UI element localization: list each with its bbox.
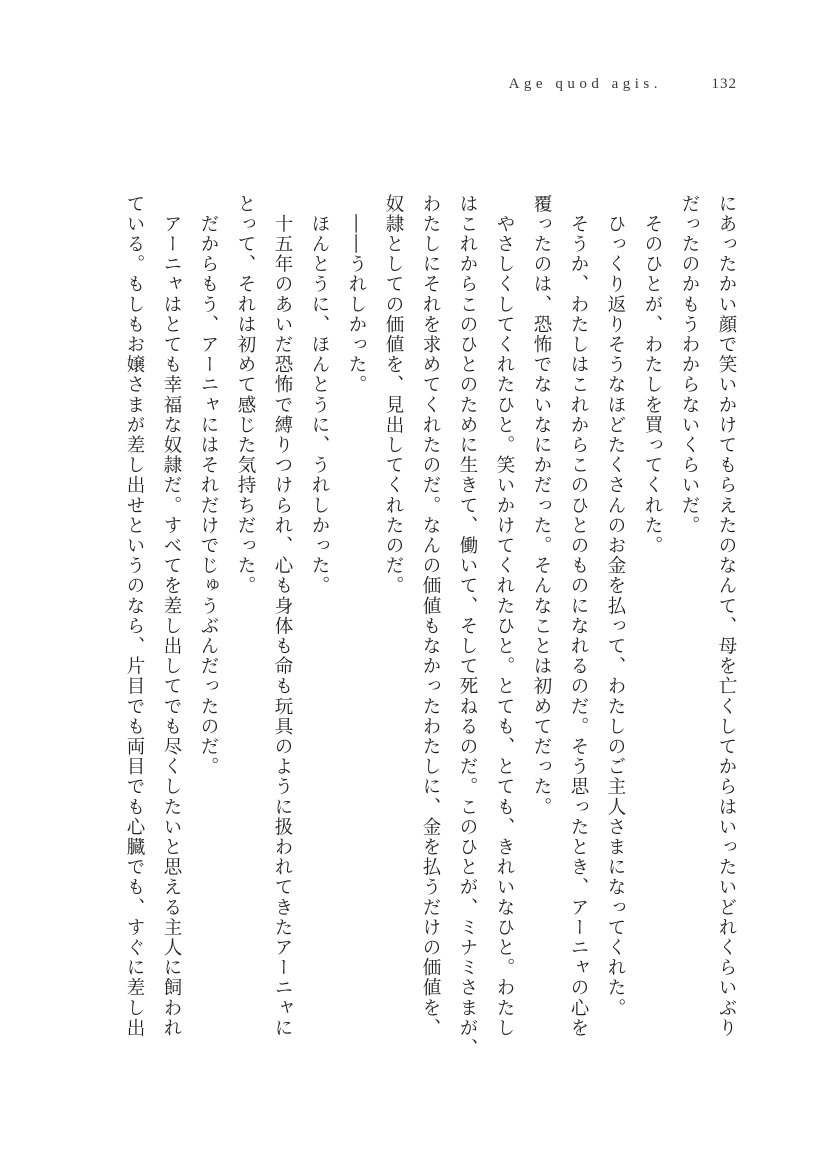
text-line: ひっくり返りそうなほどたくさんのお金を払って、わたしのご主人さまになってくれた。 <box>605 194 626 1019</box>
text-line: やさしくしてくれたひと。笑いかけてくれたひと。とても、とても、きれいなひと。わたし <box>494 194 515 1039</box>
text-line: にあったかい顔で笑いかけてもらえたのなんて、母を亡くしてからはいったいどれくらいぶり <box>716 194 737 1039</box>
page-number: 132 <box>711 76 737 92</box>
text-line: だったのかもうわからないくらいだ。 <box>679 194 700 536</box>
text-line: ている。もしもお嬢さまが差し出せというのなら、片目でも両目でも心臓でも、すぐに差し出 <box>124 194 145 1039</box>
running-head: Age quod agis. <box>508 76 662 92</box>
text-line: ほんとうに、ほんとうに、うれしかった。 <box>309 194 330 596</box>
text-line: 覆ったのは、恐怖でないなにかだった。そんなことは初めてだった。 <box>531 194 552 818</box>
text-line: とって、それは初めて感じた気持ちだった。 <box>235 194 256 596</box>
text-line: アーニャはとても幸福な奴隷だ。すべてを差し出してでも尽くしたいと思える主人に飼われ <box>161 194 182 1039</box>
text-line: そのひとが、わたしを買ってくれた。 <box>642 194 663 556</box>
text-line: 奴隷としての価値を、見出してくれたのだ。 <box>383 194 404 596</box>
body-text <box>100 194 745 1074</box>
page-header <box>0 72 840 102</box>
text-line: だからもう、アーニャにはそれだけでじゅうぶんだったのだ。 <box>198 194 219 777</box>
text-line: 十五年のあいだ恐怖で縛りつけられ、心も身体も命も玩具のように扱われてきたアーニャに <box>272 194 293 1039</box>
text-line: わたしにそれを求めてくれたのだ。なんの価値もなかったわたしに、金を払うだけの価値を、 <box>420 194 441 1039</box>
text-line: そうか、わたしはこれからこのひとのものになれるのだ。そう思ったとき、アーニャの心を <box>568 194 589 1039</box>
text-line: はこれからこのひとのために生きて、働いて、そして死ねるのだ。このひとが、ミナミさまが、 <box>457 194 478 1059</box>
text-line: ――うれしかった。 <box>346 194 367 395</box>
